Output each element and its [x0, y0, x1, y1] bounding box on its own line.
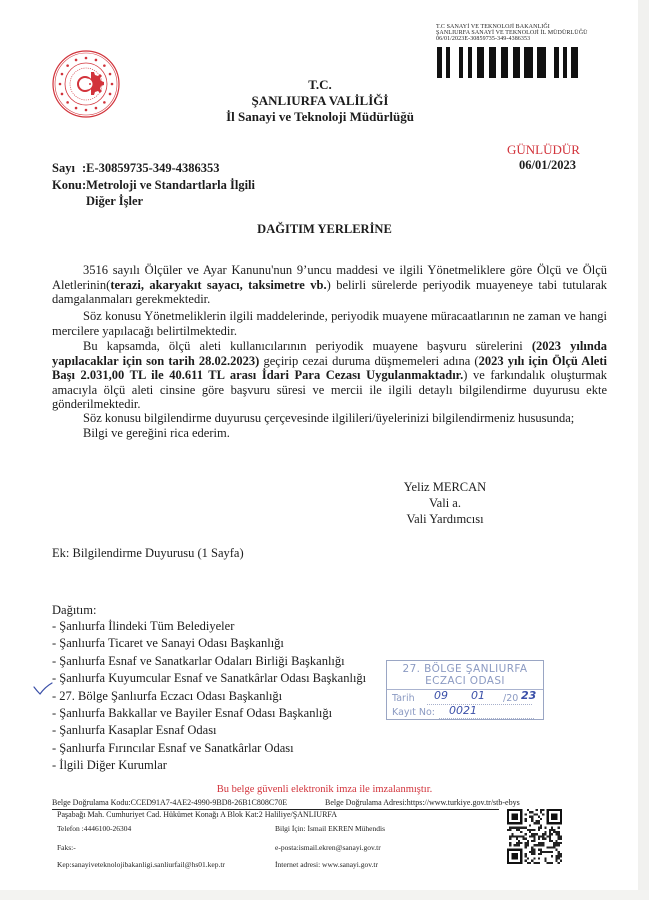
seal-star: [75, 107, 78, 110]
ministry-seal-icon: [52, 50, 120, 118]
seal-star: [85, 109, 88, 112]
stamp-tarih-year-hand: 23: [521, 689, 537, 702]
sayi-value: :E-30859735-349-4386353: [82, 161, 220, 175]
stamp-org-line1: 27. BÖLGE ŞANLIURFA: [402, 663, 528, 675]
distribution-item: - İlgili Diğer Kurumlar: [52, 758, 167, 773]
barcode-line-ministry: T.C SANAYİ VE TEKNOLOJİ BAKANLIĞI: [436, 24, 550, 30]
footer-website[interactable]: İnternet adresi: www.sanayi.gov.tr: [275, 860, 378, 869]
distribution-item: - Şanlıurfa Kasaplar Esnaf Odası: [52, 723, 217, 738]
distribution-item: - Şanlıurfa Ticaret ve Sanayi Odası Başkanlığı: [52, 636, 284, 651]
footer-phone: Telefon :4446100-26304: [57, 824, 132, 833]
seal-star: [103, 64, 106, 67]
stamp-tarih-day: 09: [434, 689, 448, 702]
seal-star: [59, 83, 62, 86]
seal-star: [109, 93, 112, 96]
body-paragraph-1: [52, 263, 607, 307]
konu-row: [52, 177, 255, 193]
p1-text-a: 3516 sayılı Ölçüler ve Ayar Kanunu'nun 9’uncu maddesi ve ilgili Yönetmeliklere göre Ölçü ve Ölçü Aletlerinin(: [52, 263, 607, 292]
sayi-label: Sayı: [52, 161, 75, 175]
qr-code-icon: [507, 809, 562, 864]
konu-value: :Metroloji ve Standartlarla İlgili: [82, 178, 256, 192]
distribution-item: - 27. Bölge Şanlıurfa Eczacı Odası Başkanlığı: [52, 688, 283, 703]
footer-address: Paşabağı Mah. Cumhuriyet Cad. Hükümet Konağı A Blok Kat:2 Haliliye/ŞANLIURFA: [57, 810, 338, 819]
urgency-label: GÜNLÜDÜR: [507, 142, 580, 157]
p3-text-e: ) ve farkındalık oluşturmak amacıyla ölçü aleti cinsine göre başvuru süresi ve mercii ile ilgili detaylı bilgilendirme duyurusu ekte gönderilmektedir.: [52, 368, 607, 412]
p1-text-c: ) belirli sürelerde periyodik muayeneye tabi tutularak damgalanmaları gerekmektedir.: [52, 277, 607, 307]
seal-star: [95, 59, 98, 62]
seal-star: [95, 107, 98, 110]
seal-star: [75, 59, 78, 62]
p3-bold-penalty: 2023 yılı için Ölçü Aleti Başı 2.031,00 TL ile 40.611 TL arası İdari Para Cezası Uygulanmaktadır.: [52, 353, 607, 383]
stamp-org-line2: ECZACI ODASI: [425, 675, 505, 687]
received-stamp: [386, 660, 544, 720]
konu-value-cont: Diğer İşler: [86, 194, 144, 208]
header-directorate: İl Sanayi ve Teknoloji Müdürlüğü: [226, 109, 414, 124]
seal-star: [103, 101, 106, 104]
seal-star: [61, 93, 64, 96]
footer-fax: Faks:-: [57, 843, 76, 852]
stamp-tarih-label: Tarih: [392, 693, 415, 704]
distribution-item: - Şanlıurfa Fırıncılar Esnaf ve Sanatkârlar Odası: [52, 740, 294, 755]
stamp-divider: [387, 689, 543, 690]
barcode-bar: [524, 47, 533, 78]
stamp-tarih-month: 01: [471, 689, 485, 702]
distribution-list: [52, 618, 366, 775]
barcode-bar: [537, 47, 546, 78]
footer-email[interactable]: e-posta:ismail.ekren@sanayi.gov.tr: [275, 843, 381, 852]
header-tc: T.C.: [308, 77, 332, 92]
barcode-bar: [446, 47, 450, 78]
stamp-kayit-dots: [439, 718, 534, 719]
barcode-bar: [437, 47, 442, 78]
barcode-bar: [459, 47, 463, 78]
stamp-kayit-label: Kayıt No:: [392, 707, 436, 718]
barcode-bar: [501, 47, 508, 78]
barcode-bar: [489, 47, 496, 78]
signer-role-2: Vali Yardımcısı: [406, 512, 484, 526]
verification-row: [52, 798, 520, 810]
seal-star: [66, 64, 69, 67]
document-date: 06/01/2023: [519, 158, 576, 172]
barcode-bar: [563, 47, 567, 78]
barcode-line-number: 06/01/2023E-30859735-349-4386353: [436, 36, 531, 42]
body-paragraph-3: [52, 339, 607, 412]
signer-name: Yeliz MERCAN: [403, 480, 487, 494]
header-valilik: ŞANLIURFA VALİLİĞİ: [251, 93, 389, 108]
distribution-item: - Şanlıurfa Esnaf ve Sanatkarlar Odaları Birliği Başkanlığı: [52, 653, 345, 668]
distribution-title: Dağıtım:: [52, 603, 97, 617]
handwritten-check-icon: [33, 682, 53, 696]
sayi-row: [52, 160, 220, 176]
p3-text-a: Bu kapsamda, ölçü aleti kullanıcılarının periyodik muayene başvuru sürelerini: [83, 339, 532, 353]
barcode-bar: [571, 47, 578, 78]
footer-kep[interactable]: Kep:sanayiveteknolojibakanligi.sanliurfail@hs01.kep.tr: [57, 860, 225, 869]
p3-bold-deadline: (2023 yılında yapılacaklar için son tarih 28.02.2023): [52, 339, 607, 368]
p3-text-c: geçirip cezai duruma düşmemeleri adına (: [259, 353, 479, 368]
barcode-bar: [468, 47, 472, 78]
esign-note: Bu belge güvenli elektronik imza ile imzalanmıştır.: [216, 784, 433, 795]
body-paragraph-5: Bilgi ve gereğini rica ederim.: [83, 426, 230, 440]
signer-role-1: Vali a.: [429, 496, 461, 510]
seal-star: [85, 57, 88, 60]
seal-star: [109, 73, 112, 76]
footer-info-contact: Bilgi İçin: İsmail EKREN Mühendis: [275, 824, 385, 833]
verification-address[interactable]: Belge Doğrulama Adresi:https://www.turkiye.gov.tr/stb-ebys: [325, 798, 520, 807]
page-bottom-edge: [0, 890, 649, 900]
barcode-icon: [437, 47, 578, 78]
distribution-item: - Şanlıurfa İlindeki Tüm Belediyeler: [52, 619, 235, 633]
p1-bold: terazi, akaryakıt sayacı, taksimetre vb.: [110, 277, 327, 292]
body-paragraph-2: Söz konusu Yönetmeliklerin ilgili maddelerinde, periyodik muayene müracaatlarının ne zaman ve hangi mercilere yapılacağı belirtilmektedir.: [52, 309, 607, 338]
barcode-bar: [554, 47, 559, 78]
distribution-item: - Şanlıurfa Kuyumcular Esnaf ve Sanatkârlar Odası Başkanlığı: [52, 671, 367, 686]
verification-code: Belge Doğrulama Kodu:CCED91A7-4AE2-4990-9BD8-26B1C808C70E: [52, 798, 288, 807]
konu-label: Konu: [52, 178, 82, 192]
distribution-item: - Şanlıurfa Bakkallar ve Bayiler Esnaf Odası Başkanlığı: [52, 706, 333, 721]
body-paragraph-4: Söz konusu bilgilendirme duyurusu çerçevesinde ilgilileri/üyelerinizi bilgilendirmeniz hususunda;: [83, 411, 575, 425]
stamp-kayit-value: 0021: [449, 704, 477, 717]
stamp-tarih-dots: [427, 704, 532, 705]
document-title: DAĞITIM YERLERİNE: [257, 222, 392, 236]
seal-star: [61, 73, 64, 76]
stamp-tarih-year-printed: /20: [503, 693, 519, 704]
attachment-note: Ek: Bilgilendirme Duyurusu (1 Sayfa): [52, 546, 244, 560]
page-edge: [638, 0, 649, 900]
seal-star: [111, 83, 114, 86]
seal-star: [66, 101, 69, 104]
barcode-bar: [513, 47, 520, 78]
barcode-bar: [477, 47, 484, 78]
barcode-line-directorate: ŞANLIURFA SANAYİ VE TEKNOLOJİ İL MÜDÜRLÜĞÜ: [436, 30, 588, 36]
